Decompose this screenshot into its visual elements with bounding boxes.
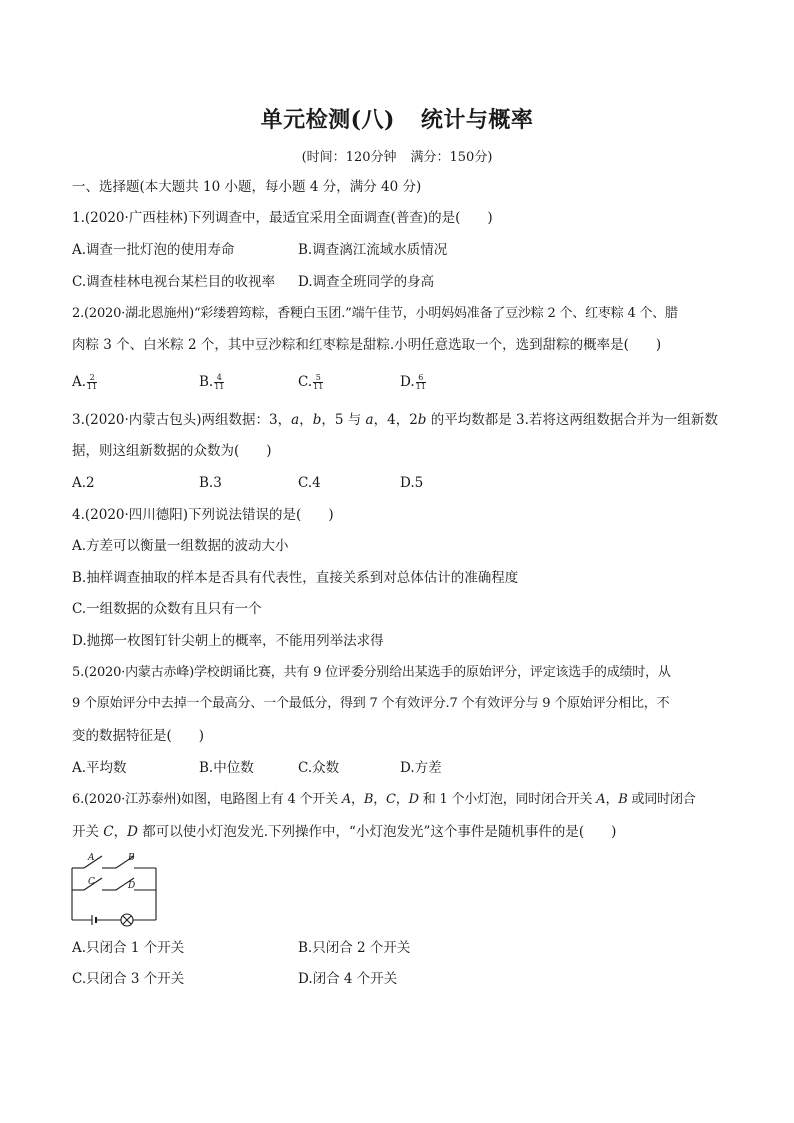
q2-option-a-label: A. — [72, 374, 87, 390]
switch-b-ref: B — [363, 792, 374, 807]
q2-option-c-label: C. — [298, 374, 313, 390]
page-title — [0, 103, 794, 134]
text-run: 3.(2020·内蒙古包头)两组数据：3， — [72, 412, 292, 428]
q2-option-c — [298, 372, 323, 392]
fraction-denominator: 11 — [313, 382, 324, 391]
question-3-stem-line-2: 据，则这组新数据的众数为( ) — [72, 443, 272, 459]
switch-d-label: D — [128, 881, 136, 891]
question-2-stem-line-1: 2.(2020·湖北恩施州)“彩缕碧筠粽，香粳白玉团.”端午佳节，小明妈妈准备了豆沙粽 2 个、红枣粽 4 个、腊 — [72, 306, 678, 321]
question-1-stem: 1.(2020·广西桂林)下列调查中，最适宜采用全面调查(普查)的是( ) — [72, 210, 493, 226]
circuit-diagram — [64, 846, 164, 930]
q6-option-d: D.闭合 4 个开关 — [298, 971, 398, 987]
switch-a-label: A — [88, 853, 95, 863]
switch-d-ref: D — [127, 824, 138, 840]
q2-option-d-label: D. — [400, 374, 415, 390]
question-5-stem-line-3: 变的数据特征是( ) — [72, 728, 205, 744]
variable-b: b — [417, 412, 427, 428]
score-info: 满分：150分) — [410, 150, 493, 165]
question-5-stem-line-1: 5.(2020·内蒙古赤峰)学校朗诵比赛，共有 9 位评委分别给出某选手的原始评分，评定该选手的成绩时，从 — [72, 665, 671, 680]
question-2-stem-line-2: 肉粽 3 个、白米粽 2 个，其中豆沙粽和红枣粽是甜粽.小明任意选取一个，选到甜粽的概率是( ) — [72, 337, 662, 353]
fraction-numerator: 5 — [313, 374, 323, 383]
q2-option-b-label: B. — [199, 374, 214, 390]
text-run: ， — [299, 412, 313, 428]
title-unit: 单元检测(八) — [260, 107, 395, 133]
text-run: ， — [605, 792, 619, 807]
fraction-denominator: 11 — [214, 382, 225, 391]
question-3-stem-line-1 — [72, 410, 718, 430]
q2-option-a — [72, 372, 97, 392]
q5-option-d: D.方差 — [400, 760, 442, 776]
q1-option-c: C.调查桂林电视台某栏目的收视率 — [72, 274, 276, 290]
switch-b-label: B — [128, 853, 135, 863]
q3-option-c: C.4 — [298, 475, 321, 491]
text-run: ，4，2 — [373, 412, 418, 428]
q4-option-c: C.一组数据的众数有且只有一个 — [72, 601, 262, 617]
q6-option-b: B.只闭合 2 个开关 — [298, 940, 411, 956]
exam-info — [0, 146, 794, 165]
switch-c-label: C — [88, 877, 95, 887]
q6-option-a: A.只闭合 1 个开关 — [72, 940, 185, 956]
q2-option-c-fraction — [313, 374, 323, 391]
fraction-numerator: 2 — [87, 374, 97, 383]
q4-option-a: A.方差可以衡量一组数据的波动大小 — [72, 538, 289, 554]
q3-option-d: D.5 — [400, 475, 424, 491]
variable-a: a — [365, 412, 374, 428]
switch-c-ref: C — [103, 824, 114, 840]
q1-option-a: A.调查一批灯泡的使用寿命 — [72, 242, 235, 258]
q5-option-b: B.中位数 — [199, 760, 254, 776]
fraction-denominator: 11 — [87, 382, 98, 391]
text-run: ， — [113, 824, 128, 840]
text-run: 或同时闭合 — [627, 792, 696, 807]
switch-a-ref: A — [341, 792, 352, 807]
q5-option-c: C.众数 — [298, 760, 340, 776]
q4-option-b: B.抽样调查抽取的样本是否具有代表性，直接关系到对总体估计的准确程度 — [72, 570, 519, 586]
text-run: 的平均数都是 3.若将这两组数据合并为一组新数 — [426, 412, 718, 428]
fraction-numerator: 4 — [214, 374, 224, 383]
question-6-stem-line-1 — [72, 790, 696, 810]
section-heading: 一、选择题(本大题共 10 小题，每小题 4 分，满分 40 分) — [72, 179, 422, 195]
q2-option-b — [199, 372, 224, 392]
switch-d-ref: D — [408, 792, 419, 807]
q1-option-b: B.调查漓江流域水质情况 — [298, 242, 448, 258]
text-run: 和 1 个小灯泡，同时闭合开关 — [418, 792, 597, 807]
question-4-stem: 4.(2020·四川德阳)下列说法错误的是( ) — [72, 507, 334, 523]
text-run: ， — [395, 792, 409, 807]
q1-option-d: D.调查全班同学的身高 — [298, 274, 435, 290]
question-6-stem-line-2 — [72, 822, 616, 842]
question-5-stem-line-2: 9 个原始评分中去掉一个最高分、一个最低分，得到 7 个有效评分.7 个有效评分与 9 个原始评分相比，不 — [72, 696, 670, 711]
switch-b-ref: B — [618, 792, 628, 807]
variable-a: a — [291, 412, 300, 428]
text-run: ， — [373, 792, 387, 807]
text-run: ，5 与 — [321, 412, 366, 428]
variable-b: b — [312, 412, 322, 428]
q3-option-b: B.3 — [199, 475, 222, 491]
q2-option-b-fraction — [214, 374, 224, 391]
text-run: 都可以使小灯泡发光.下列操作中，“小灯泡发光”这个事件是随机事件的是( ) — [137, 824, 617, 840]
text-run: 6.(2020·江苏泰州)如图，电路图上有 4 个开关 — [72, 792, 342, 807]
text-run: 开关 — [72, 824, 104, 840]
q2-option-a-fraction — [87, 374, 97, 391]
q2-option-d — [400, 372, 426, 392]
title-topic: 统计与概率 — [420, 107, 534, 133]
q3-option-a: A.2 — [72, 475, 95, 491]
text-run: ， — [351, 792, 364, 807]
q4-option-d: D.抛掷一枚图钉针尖朝上的概率，不能用列举法求得 — [72, 633, 384, 649]
fraction-numerator: 6 — [416, 374, 426, 383]
q6-option-c: C.只闭合 3 个开关 — [72, 971, 185, 987]
time-info: (时间：120分钟 — [301, 150, 397, 165]
switch-c-ref: C — [386, 792, 396, 807]
switch-a-ref: A — [596, 792, 606, 807]
q2-option-d-fraction — [416, 374, 426, 391]
q5-option-a: A.平均数 — [72, 760, 127, 776]
fraction-denominator: 11 — [415, 382, 426, 391]
